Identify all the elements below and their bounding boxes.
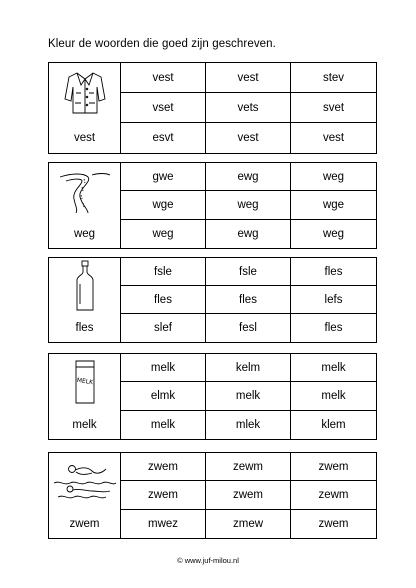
word-option[interactable]: zwem	[318, 517, 349, 530]
milk-carton-drawing-icon	[73, 359, 97, 405]
word-option[interactable]: vest	[121, 63, 206, 93]
target-word: weg	[49, 220, 121, 248]
word-option[interactable]: fsle	[206, 258, 291, 286]
picture-cell	[49, 453, 121, 510]
word-option[interactable]: esvt	[121, 123, 206, 153]
word-option[interactable]: vest	[206, 123, 291, 153]
swimmer-drawing-icon	[52, 461, 118, 501]
word-option[interactable]: zwem	[291, 453, 376, 481]
word-option[interactable]: zewm	[291, 481, 376, 509]
exercise-block-melk	[48, 353, 377, 440]
word-option[interactable]: vest	[206, 63, 291, 93]
word-option[interactable]: melk	[291, 382, 376, 410]
word-option[interactable]: fsle	[121, 258, 206, 286]
word-option[interactable]: ewg	[206, 163, 291, 191]
word-option[interactable]: svet	[291, 93, 376, 123]
target-word: vest	[49, 123, 121, 153]
word-option[interactable]: weg	[322, 227, 345, 240]
word-option[interactable]: melk	[121, 354, 206, 382]
exercise-block-zwem	[48, 452, 377, 539]
road-drawing-icon	[58, 169, 112, 213]
picture-cell	[49, 63, 121, 123]
word-option[interactable]: fles	[121, 286, 206, 314]
word-option[interactable]: melk	[121, 411, 206, 439]
word-option[interactable]: weg	[206, 191, 291, 219]
exercise-block-weg	[48, 162, 377, 249]
word-option[interactable]: melk	[291, 354, 376, 382]
word-option[interactable]: zwem	[206, 481, 291, 509]
carton-label: MELK	[75, 377, 93, 387]
target-word: melk	[49, 411, 121, 439]
word-option[interactable]: elmk	[121, 382, 206, 410]
word-option[interactable]: weg	[291, 163, 376, 191]
word-option[interactable]: mwez	[121, 510, 206, 538]
picture-cell	[49, 163, 121, 220]
picture-cell	[49, 258, 121, 314]
word-option[interactable]: mlek	[206, 411, 291, 439]
word-option[interactable]: vest	[322, 132, 345, 144]
word-option[interactable]: wge	[121, 191, 206, 219]
bottle-drawing-icon	[74, 260, 96, 312]
exercise-block-vest	[48, 62, 377, 154]
word-option[interactable]: slef	[121, 314, 206, 342]
word-option[interactable]: kelm	[206, 354, 291, 382]
word-option[interactable]: stev	[291, 63, 376, 93]
word-option[interactable]: wge	[291, 191, 376, 219]
vest-drawing-icon	[61, 69, 109, 117]
word-option[interactable]: melk	[206, 382, 291, 410]
word-option[interactable]: vset	[121, 93, 206, 123]
word-option[interactable]: vets	[206, 93, 291, 123]
footer-credit: © www.juf-milou.nl	[177, 556, 239, 565]
word-option[interactable]: lefs	[291, 286, 376, 314]
word-option[interactable]: zewm	[206, 453, 291, 481]
picture-cell	[49, 354, 121, 411]
target-word: zwem	[49, 510, 121, 538]
word-option[interactable]: zwem	[121, 453, 206, 481]
word-option[interactable]: fles	[206, 286, 291, 314]
target-word: fles	[49, 314, 121, 342]
word-option[interactable]: zmew	[206, 510, 291, 538]
word-option[interactable]: weg	[121, 220, 206, 248]
instruction-text: Kleur de woorden die goed zijn geschreven.	[48, 38, 276, 50]
word-option[interactable]: fles	[324, 322, 343, 334]
word-option[interactable]: fesl	[206, 314, 291, 342]
word-option[interactable]: zwem	[121, 481, 206, 509]
word-option[interactable]: ewg	[206, 220, 291, 248]
word-option[interactable]: gwe	[121, 163, 206, 191]
word-option[interactable]: fles	[291, 258, 376, 286]
exercise-block-fles	[48, 257, 377, 343]
word-option[interactable]: klem	[321, 418, 346, 431]
